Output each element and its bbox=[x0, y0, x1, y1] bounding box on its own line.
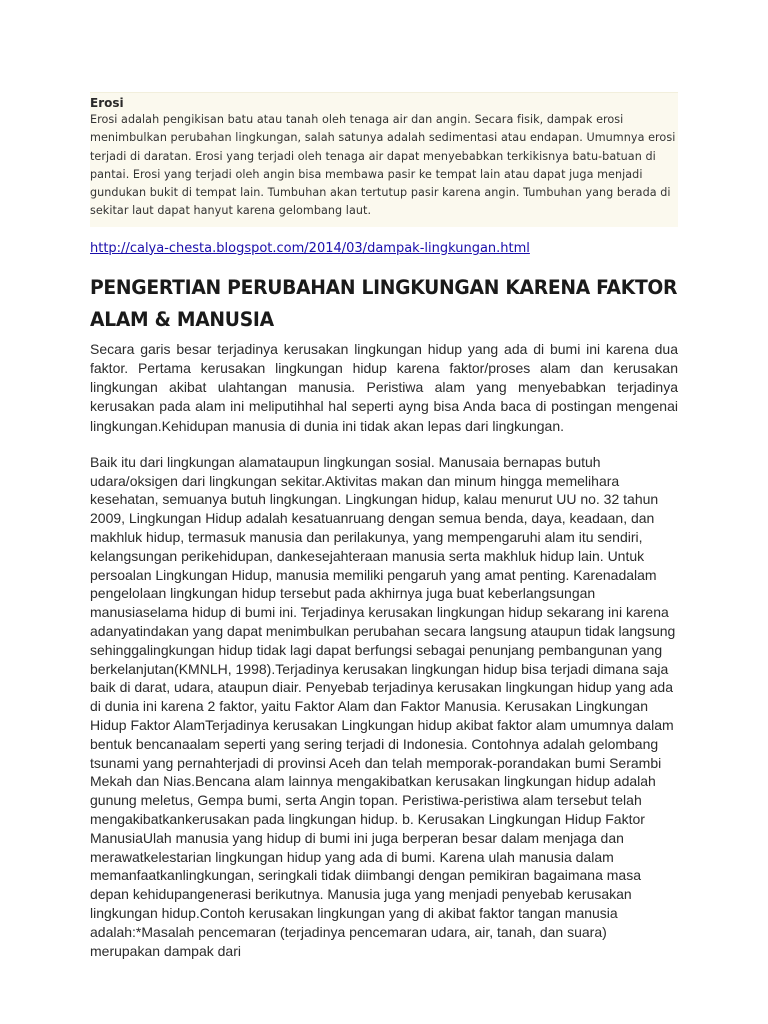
source-link[interactable]: http://calya-chesta.blogspot.com/2014/03/dampak-lingkungan.html bbox=[90, 240, 530, 256]
excerpt-title: Erosi bbox=[90, 96, 124, 110]
body-paragraph-1: Secara garis besar terjadinya kerusakan lingkungan hidup yang ada di bumi ini karena dua faktor. Pertama kerusakan lingkungan hidup karena faktor/proses alam dan kerusakan lingkungan akibat ulahtangan manusia. Peristiwa alam yang menyebabkan terjadinya kerusakan pada alam ini meliputihhal hal seperti ayng bisa Anda baca di postingan mengenai lingkungan.Kehidupan manusia di dunia ini tidak akan lepas dari lingkungan. bbox=[90, 340, 678, 434]
quoted-excerpt bbox=[90, 92, 678, 227]
excerpt-text: Erosi adalah pengikisan batu atau tanah oleh tenaga air dan angin. Secara fisik, dampak erosi menimbulkan perubahan lingkungan, salah satunya adalah sedimentasi atau endapan. Umumnya erosi terjadi di daratan. Erosi yang terjadi oleh tenaga air dapat menyebabkan terkikisnya batu-batuan di pantai. Erosi yang terjadi oleh angin bisa membawa pasir ke tempat lain atau dapat juga menjadi gundukan bukit di tempat lain. Tumbuhan akan tertutup pasir karena angin. Tumbuhan yang berada di sekitar laut dapat hanyut karena gelombang laut. bbox=[90, 113, 676, 218]
section-heading: PENGERTIAN PERUBAHAN LINGKUNGAN KARENA FAKTOR ALAM & MANUSIA bbox=[90, 275, 678, 331]
document-page bbox=[90, 92, 678, 960]
body-paragraph-2: Baik itu dari lingkungan alamataupun lingkungan sosial. Manusaia bernapas butuh udara/oksigen dari lingkungan sekitar.Aktivitas makan dan minum hingga memelihara kesehatan, semuanya butuh lingkungan. Lingkungan hidup, kalau menurut UU no. 32 tahun 2009, Lingkungan Hidup adalah kesatuanruang dengan semua benda, daya, keadaan, dan makhluk hidup, termasuk manusia dan perilakunya, yang mempengaruhi alam itu sendiri, kelangsungan perikehidupan, dankesejahteraan manusia serta makhluk hidup lain. Untuk persoalan Lingkungan Hidup, manusia memiliki pengaruh yang amat penting. Karenadalam pengelolaan lingkungan hidup tersebut pada akhirnya juga buat keberlangsungan manusiaselama hidup di bumi ini. Terjadinya kerusakan lingkungan hidup sekarang ini karena adanyatindakan yang dapat menimbulkan perubahan secara langsung ataupun tidak langsung sehinggalingkungan hidup tidak lagi dapat berfungsi sebagai penunjang pembangunan yang berkelanjutan(KMNLH, 1998).Terjadinya kerusakan lingkungan hidup bisa terjadi dimana saja baik di darat, udara, ataupun diair. Penyebab terjadinya kerusakan lingkungan hidup yang ada di dunia ini karena 2 faktor, yaitu Faktor Alam dan Faktor Manusia. Kerusakan Lingkungan Hidup Faktor AlamTerjadinya kerusakan Lingkungan hidup akibat faktor alam umumnya dalam bentuk bencanaalam seperti yang sering terjadi di Indonesia. Contohnya adalah gelombang tsunami yang pernahterjadi di provinsi Aceh dan telah memporak-porandakan bumi Serambi Mekah dan Nias.Bencana alam lainnya mengakibatkan kerusakan lingkungan hidup adalah gunung meletus, Gempa bumi, serta Angin topan. Peristiwa-peristiwa alam tersebut telah mengakibatkankerusakan pada lingkungan hidup. b. Kerusakan Lingkungan Hidup Faktor ManusiaUlah manusia yang hidup di bumi ini juga berperan besar dalam menjaga dan merawatkelestarian lingkungan hidup yang ada di bumi. Karena ulah manusia dalam memanfaatkanlingkungan, seringkali tidak diimbangi dengan pemikiran bagaimana masa depan kehidupangenerasi berikutnya. Manusia juga yang menjadi penyebab kerusakan lingkungan hidup.Contoh kerusakan lingkungan yang di akibat faktor tangan manusia adalah:*Masalah pencemaran (terjadinya pencemaran udara, air, tanah, dan suara) merupakan dampak dari bbox=[90, 453, 676, 959]
